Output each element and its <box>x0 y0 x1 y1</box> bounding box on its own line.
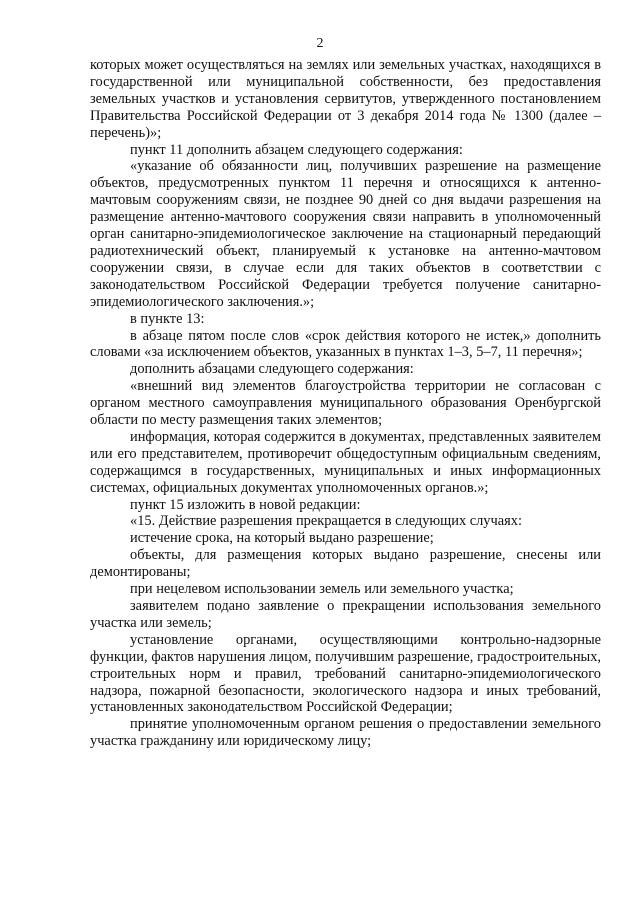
paragraph: «внешний вид элементов благоустройства территории не согласован с органом местного самоуправления муниципального образования Оренбургской области по месту размещения таких элементов; <box>90 378 601 429</box>
paragraph-continuation: которых может осуществляться на землях или земельных участках, находящихся в государственной или муниципальной собственности, без предоставления земельных участков и установления сервитутов, утвержденного постановлением Правительства Российской Федерации от 3 декабря 2014 года № 1300 (далее – перечень)»; <box>90 57 601 141</box>
page-number: 2 <box>316 36 324 51</box>
paragraph: объекты, для размещения которых выдано разрешение, снесены или демонтированы; <box>90 547 601 581</box>
paragraph: дополнить абзацами следующего содержания: <box>130 361 414 378</box>
paragraph: пункт 15 изложить в новой редакции: <box>130 496 361 513</box>
paragraph: установление органами, осуществляющими контрольно-надзорные функции, фактов нарушения лицом, получившим разрешение, градостроительных, строительных норм и правил, требований санитарно-эпидемиологического надзора, пожарной безопасности, экологического надзора и иных требований, установленных законодательством Российской Федерации; <box>90 631 601 716</box>
paragraph: «15. Действие разрешения прекращается в следующих случаях: <box>130 513 522 530</box>
paragraph: истечение срока, на который выдано разрешение; <box>130 530 434 547</box>
document-body <box>90 57 601 750</box>
paragraph: при нецелевом использовании земель или земельного участка; <box>130 581 514 598</box>
paragraph: информация, которая содержится в документах, представленных заявителем или его представителем, противоречит общедоступным официальным сведениям, содержащимся в государственных, муниципальных и иных информационных системах, официальных документах уполномоченных органов.»; <box>90 428 601 496</box>
paragraph: принятие уполномоченным органом решения о предоставлении земельного участка гражданину или юридическому лицу; <box>90 716 601 750</box>
paragraph: пункт 11 дополнить абзацем следующего содержания: <box>130 141 463 158</box>
paragraph: в абзаце пятом после слов «срок действия которого не истек,» дополнить словами «за исключением объектов, указанных в пунктах 1–3, 5–7, 11 перечня»; <box>90 327 601 361</box>
paragraph: «указание об обязанности лиц, получивших разрешение на размещение объектов, предусмотренных пунктом 11 перечня и относящихся к антенно-мачтовым сооружениям связи, не позднее 90 дней со дня выдачи разрешения на размещение антенно-мачтового сооружения связи направить в уполномоченный орган санитарно-эпидемиологическое заключение на стационарный передающий радиотехнический объект, планируемый к установке на антенно-мачтовом сооружении связи, в случае если для таких объектов в соответствии с законодательством Российской Федерации требуется получение санитарно-эпидемиологического заключения.»; <box>90 158 601 310</box>
paragraph: в пункте 13: <box>130 310 205 327</box>
paragraph: заявителем подано заявление о прекращении использования земельного участка или земель; <box>90 598 601 631</box>
